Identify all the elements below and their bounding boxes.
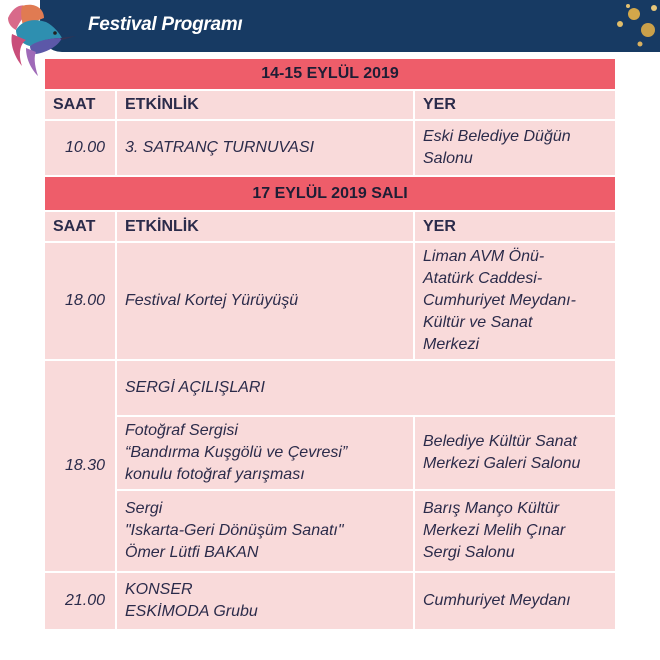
- place-line: Atatürk Caddesi-: [423, 270, 543, 287]
- page-title: Festival Programı: [88, 14, 243, 35]
- place-line: Sergi Salonu: [423, 544, 515, 561]
- place-cell: [415, 491, 615, 573]
- column-header-row: [45, 212, 615, 243]
- col-header-event: ETKİNLİK: [117, 91, 415, 121]
- table-row: [117, 491, 615, 573]
- event-line: Fotoğraf Sergisi: [125, 422, 238, 439]
- col-header-time: SAAT: [45, 91, 117, 121]
- exhibition-subrows: [117, 361, 615, 573]
- place-cell: [415, 121, 615, 177]
- col-header-time: SAAT: [45, 212, 117, 243]
- column-header-row: [45, 91, 615, 121]
- event-cell: [117, 491, 415, 573]
- event-line: Sergi: [125, 500, 163, 517]
- time-cell: 18.00: [45, 243, 117, 361]
- place-line: Salonu: [423, 150, 473, 167]
- event-line: Ömer Lütfi BAKAN: [125, 544, 259, 561]
- col-header-event: ETKİNLİK: [117, 212, 415, 243]
- place-line: Barış Manço Kültür: [423, 500, 560, 517]
- date-band-1: 14-15 EYLÜL 2019: [45, 59, 615, 91]
- gold-dots-decoration: [570, 0, 660, 56]
- place-line: Eski Belediye Düğün: [423, 128, 571, 145]
- time-cell: 21.00: [45, 573, 117, 631]
- place-cell: [415, 417, 615, 491]
- table-row: [45, 573, 615, 631]
- event-line: “Bandırma Kuşgölü ve Çevresi”: [125, 444, 348, 461]
- table-row: [45, 243, 615, 361]
- place-line: Merkezi Galeri Salonu: [423, 455, 581, 472]
- place-line: Merkezi: [423, 336, 480, 353]
- place-line: Belediye Kültür Sanat: [423, 433, 577, 450]
- event-cell: 3. SATRANÇ TURNUVASI: [117, 121, 415, 177]
- place-line: Kültür ve Sanat: [423, 314, 533, 331]
- event-line: ESKİMODA Grubu: [125, 603, 258, 620]
- time-cell: 10.00: [45, 121, 117, 177]
- program-table: [45, 59, 615, 631]
- event-line: "Iskarta-Geri Dönüşüm Sanatı": [125, 522, 344, 539]
- place-line: Merkezi Melih Çınar: [423, 522, 566, 539]
- group-title-cell: SERGİ AÇILIŞLARI: [117, 361, 615, 417]
- date-band-2: 17 EYLÜL 2019 SALI: [45, 177, 615, 212]
- table-row: [117, 417, 615, 491]
- header: [0, 0, 660, 56]
- event-line: konulu fotoğraf yarışması: [125, 466, 305, 483]
- place-cell: [415, 243, 615, 361]
- time-cell: 18.30: [45, 361, 117, 573]
- place-line: Cumhuriyet Meydanı-: [423, 292, 576, 309]
- table-row: [45, 121, 615, 177]
- place-cell: Cumhuriyet Meydanı: [415, 573, 615, 631]
- event-cell: [117, 417, 415, 491]
- col-header-place: YER: [415, 212, 615, 243]
- event-cell: [117, 573, 415, 631]
- exhibition-group: [45, 361, 615, 573]
- event-cell: Festival Kortej Yürüyüşü: [117, 243, 415, 361]
- event-line: KONSER: [125, 581, 193, 598]
- place-line: Liman AVM Önü-: [423, 248, 545, 265]
- col-header-place: YER: [415, 91, 615, 121]
